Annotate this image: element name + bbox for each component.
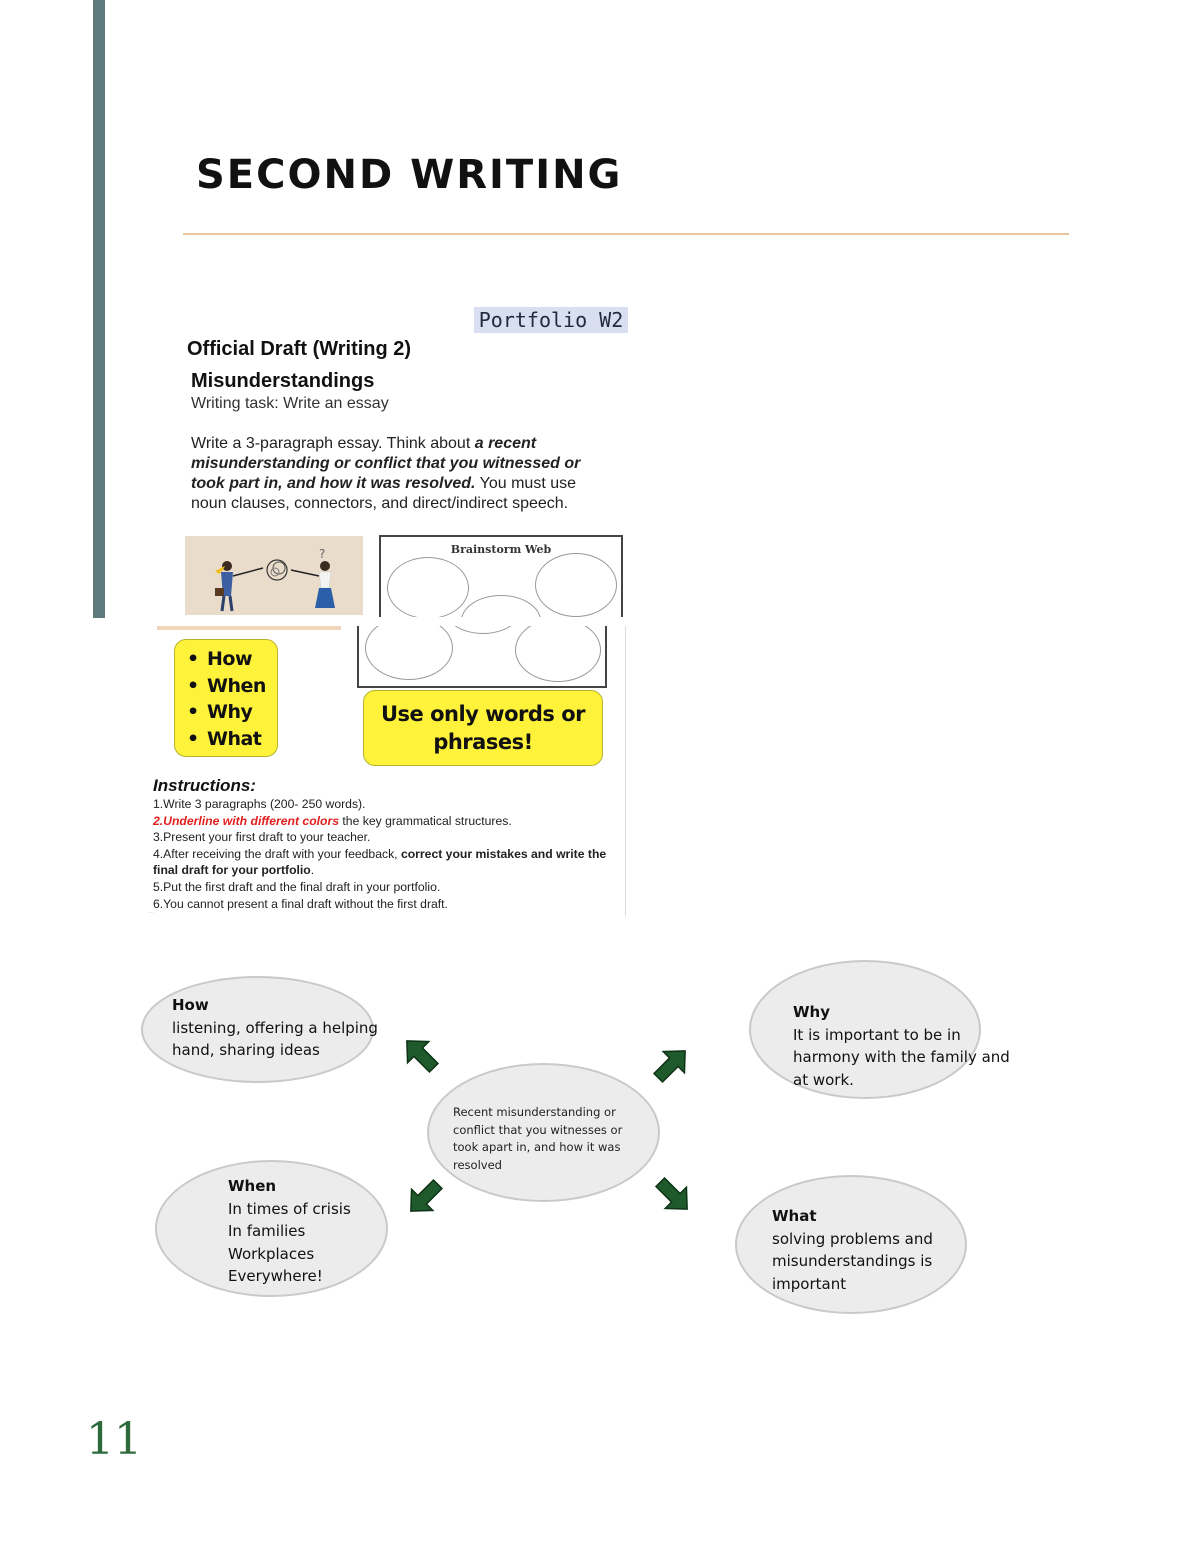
arrow-up-right-icon [646,1040,696,1090]
question-words-box [174,639,278,757]
brainstorm-web-thumbnail [379,535,623,617]
thumbnail-oval [535,553,617,617]
thumbnail-oval [365,626,453,680]
instruction-item: 6.You cannot present a final draft without the first draft. [153,896,448,911]
instructions-heading: Instructions: [153,776,256,795]
question-word: • How [175,646,277,673]
worksheet-image-bottom [145,626,626,916]
question-word: • Why [175,699,277,726]
portfolio-tag: Portfolio W2 [474,307,628,333]
thumbnail-oval [461,595,541,617]
instruction-item: 1.Write 3 paragraphs (200- 250 words). [153,797,366,811]
topic-heading: Misunderstandings [191,370,375,392]
what-bubble-text [772,1205,933,1295]
arrow-up-left-icon [396,1030,446,1080]
instructions-list [153,796,615,912]
instruction-item: 2.Underline with different colors the key grammatical structures. [153,813,512,828]
draft-heading: Official Draft (Writing 2) [187,338,412,360]
question-word: • When [175,673,277,700]
notice-box: Use only words or phrases! [363,690,603,766]
page-number: 11 [86,1414,142,1465]
thumbnail-oval [515,626,601,682]
why-bubble-text [793,1001,1010,1091]
when-title: When [228,1177,277,1195]
instruction-item: 5.Put the first draft and the final draft in your portfolio. [153,879,441,894]
how-body: listening, offering a helping hand, sharing ideas [172,1018,378,1059]
brainstorm-web-thumbnail-bottom [357,626,607,688]
center-bubble-text: Recent misunderstanding or conflict that you witnesses or took apart in, and how it was resolved [453,1105,623,1172]
when-bubble-text [228,1175,351,1288]
svg-text:?: ? [319,547,326,561]
thumbnail-oval [445,626,521,634]
when-body: In times of crisis In families Workplaces Everywhere! [228,1199,351,1285]
thumbnail-oval [387,557,469,617]
writing-task: Writing task: Write an essay [191,395,389,412]
how-title: How [172,996,209,1014]
arrow-down-right-icon [648,1170,698,1220]
what-body: solving problems and misunderstandings is important [772,1229,933,1293]
brainstorm-title: Brainstorm Web [450,543,552,556]
instruction-item: 4.After receiving the draft with your feedback, correct your mistakes and write the final draft for your portfolio. [153,846,607,878]
title-divider [183,233,1069,235]
how-bubble-text [172,994,378,1062]
peach-divider [157,626,341,630]
conflict-illustration [185,536,363,615]
page-title: SECOND WRITING [196,152,623,198]
worksheet-image-top [178,300,628,618]
question-word: • What [175,726,277,753]
arrow-down-left-icon [400,1172,450,1222]
instruction-item: 3.Present your first draft to your teacher. [153,830,371,845]
why-title: Why [793,1003,831,1021]
task-prompt: Write a 3-paragraph essay. Think about a recent misunderstanding or conflict that you witnessed or took part in, and how it was resolved. You must use noun clauses, connectors, and direct/indirect speech. [191,435,581,512]
footnote-mark: ··· [149,910,154,916]
why-body: It is important to be in harmony with the family and at work. [793,1025,1010,1089]
what-title: What [772,1207,817,1225]
sidebar-accent-bar [93,0,105,618]
